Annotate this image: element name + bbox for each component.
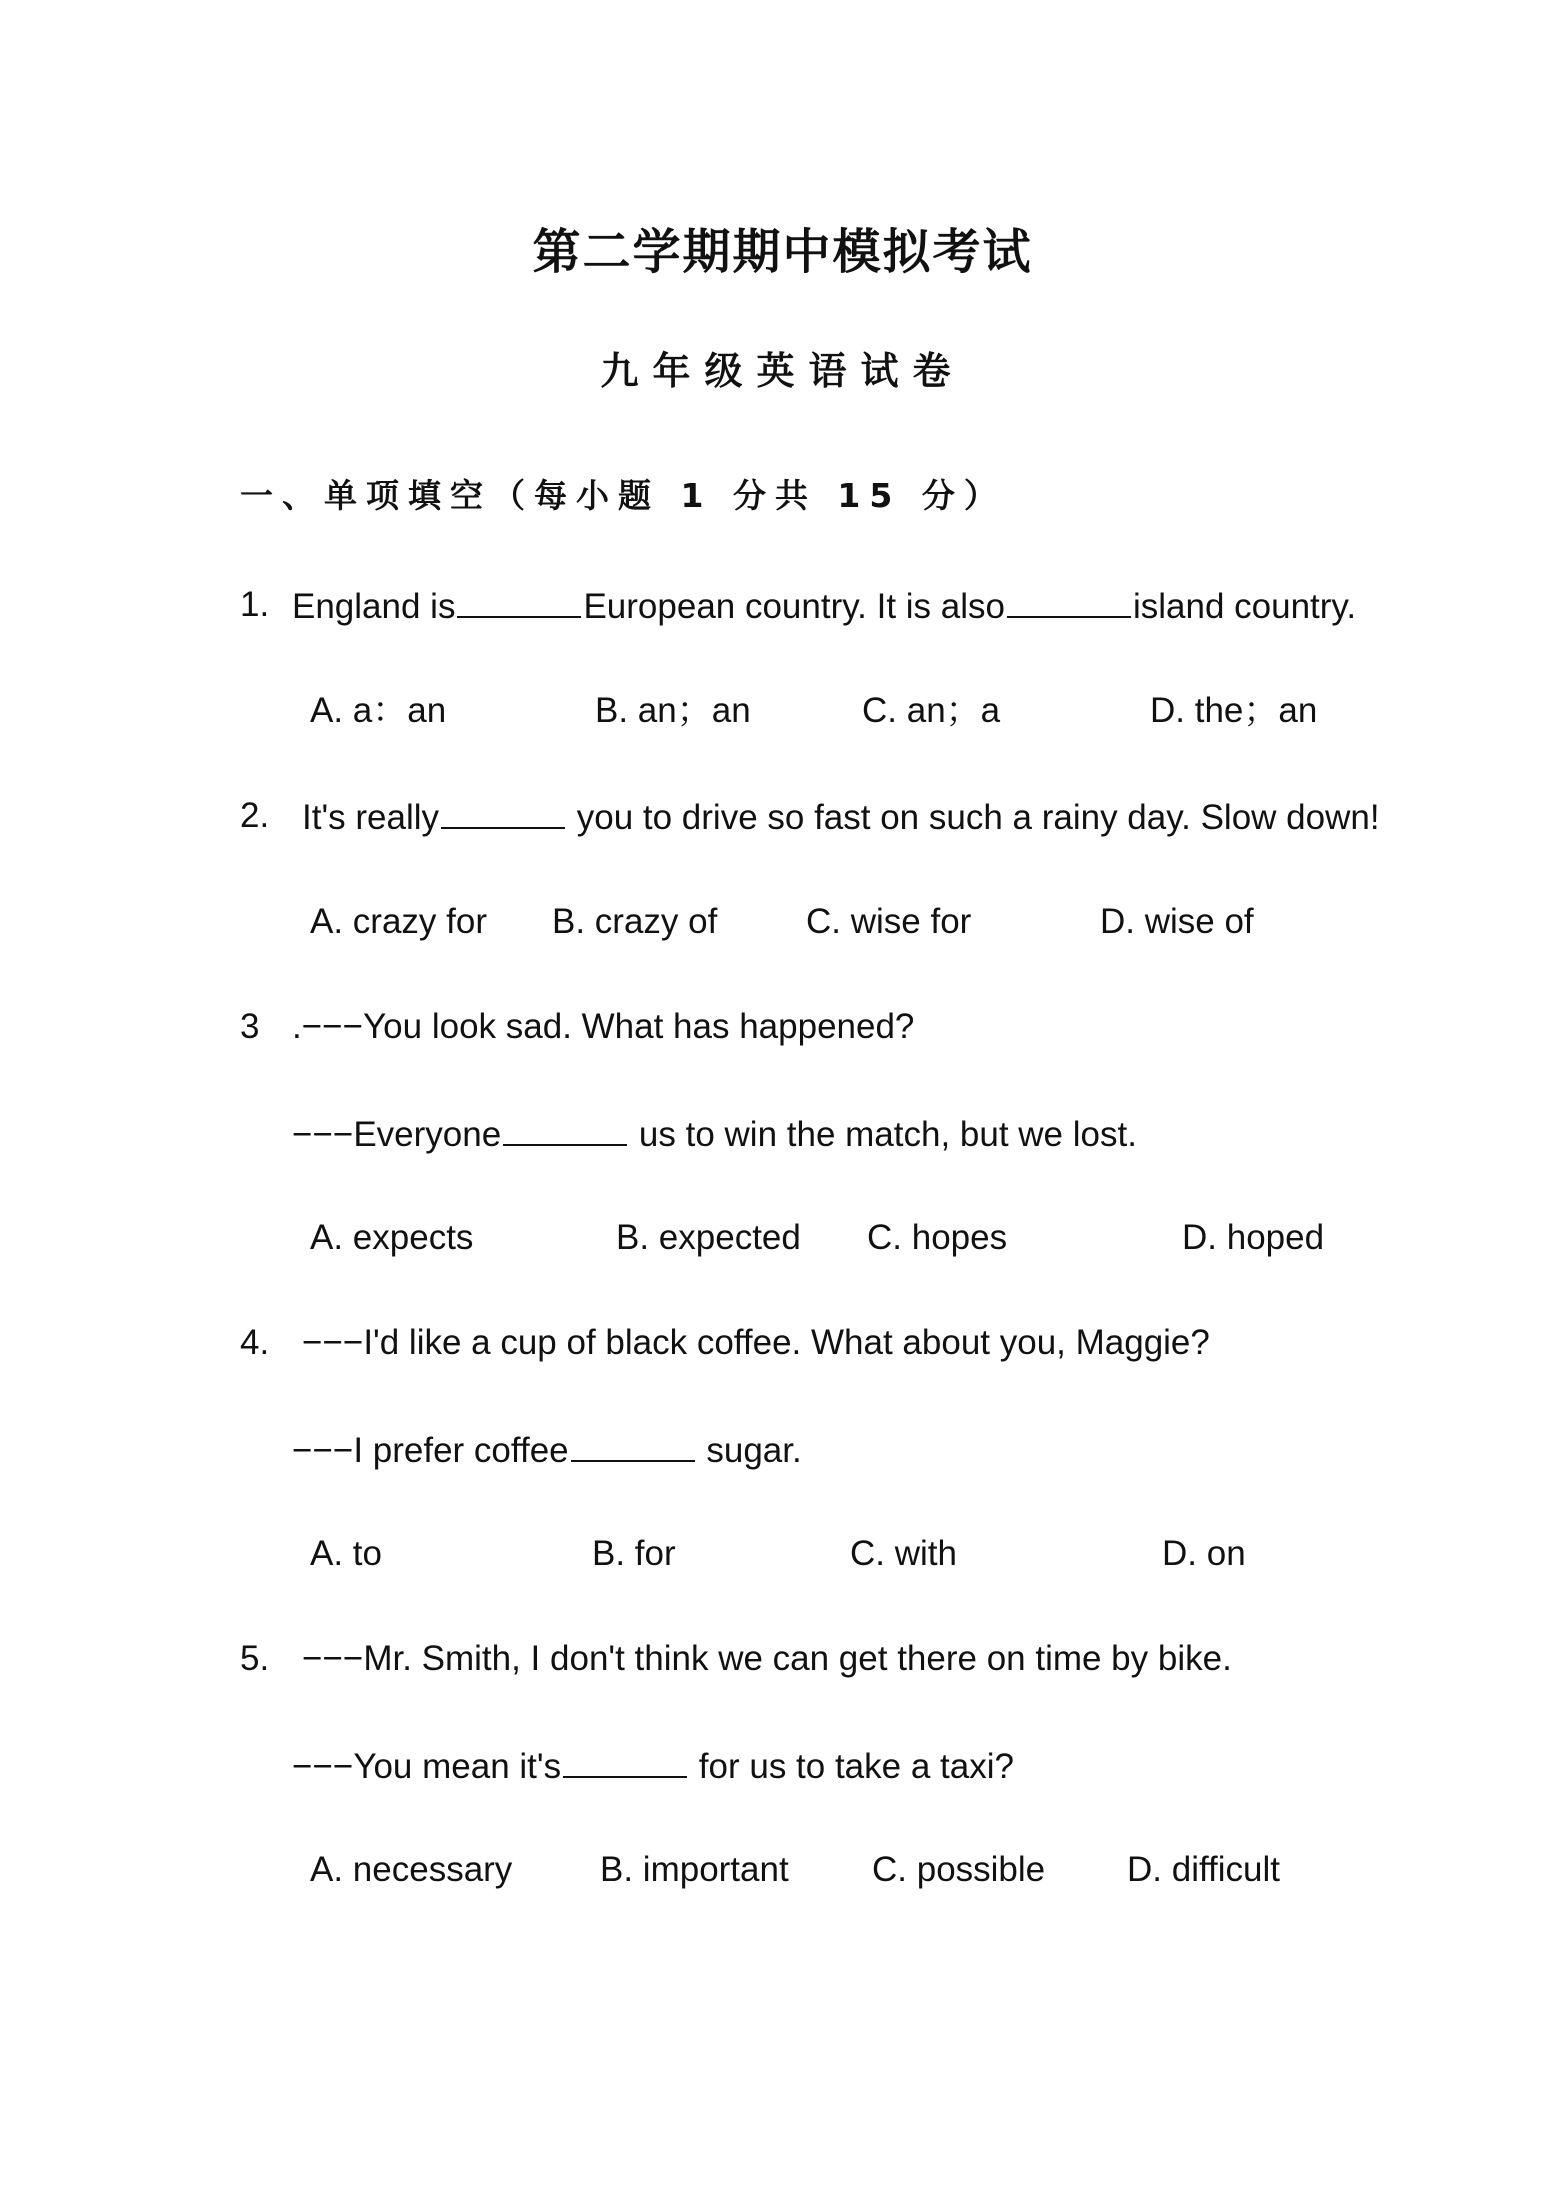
option-d: D. on [1162,1534,1246,1573]
option-b: B. expected [616,1218,801,1257]
option-c: C. wise for [806,902,972,941]
answer-blank [1007,580,1131,618]
answer-blank [457,580,581,618]
option-c: C. with [850,1534,957,1573]
option-a: A. necessary [310,1850,513,1889]
exam-subtitle: 九年级英语试卷 [600,349,965,393]
option-b: B. an；an [595,691,751,730]
question-5-text: −−−Mr. Smith, I don't think we can get there on time by bike. [302,1639,1232,1678]
question-3-text: .−−−You look sad. What has happened? [292,1007,915,1046]
option-d: D. hoped [1182,1218,1325,1257]
section-heading: 一、单项填空（每小题 1 分共 15 分） [240,476,1006,515]
option-d: D. difficult [1127,1850,1281,1889]
question-4-text: −−−I'd like a cup of black coffee. What about you, Maggie? [302,1323,1210,1362]
question-4-response: −−−I prefer coffee sugar. [292,1424,1442,1476]
question-5-response: −−−You mean it's for us to take a taxi? [292,1740,1442,1792]
option-c: C. an；a [862,691,1001,730]
question-number: 1. [240,585,270,624]
option-d: D. wise of [1100,902,1254,941]
option-d: D. the；an [1150,691,1318,730]
question-number: 3 [240,1007,260,1046]
option-b: B. important [600,1850,789,1889]
question-number: 2. [240,796,270,835]
option-c: C. possible [872,1850,1046,1889]
question-number: 4. [240,1323,270,1362]
question-1-text: England is European country. It is also island country. [292,580,1356,632]
question-number: 5. [240,1639,270,1678]
answer-blank [503,1108,627,1146]
answer-blank [441,791,565,829]
option-a: A. expects [310,1218,474,1257]
option-b: B. for [592,1534,676,1573]
option-b: B. crazy of [552,902,718,941]
option-a: A. a：an [310,691,447,730]
option-a: A. to [310,1534,382,1573]
exam-title: 第二学期期中模拟考试 [532,224,1033,280]
answer-blank [563,1740,687,1778]
answer-blank [571,1424,695,1462]
option-c: C. hopes [867,1218,1008,1257]
question-3-response: −−−Everyone us to win the match, but we lost. [292,1108,1442,1160]
question-2-text: It's really you to drive so fast on such a rainy day. Slow down! [302,791,1380,843]
option-a: A. crazy for [310,902,487,941]
